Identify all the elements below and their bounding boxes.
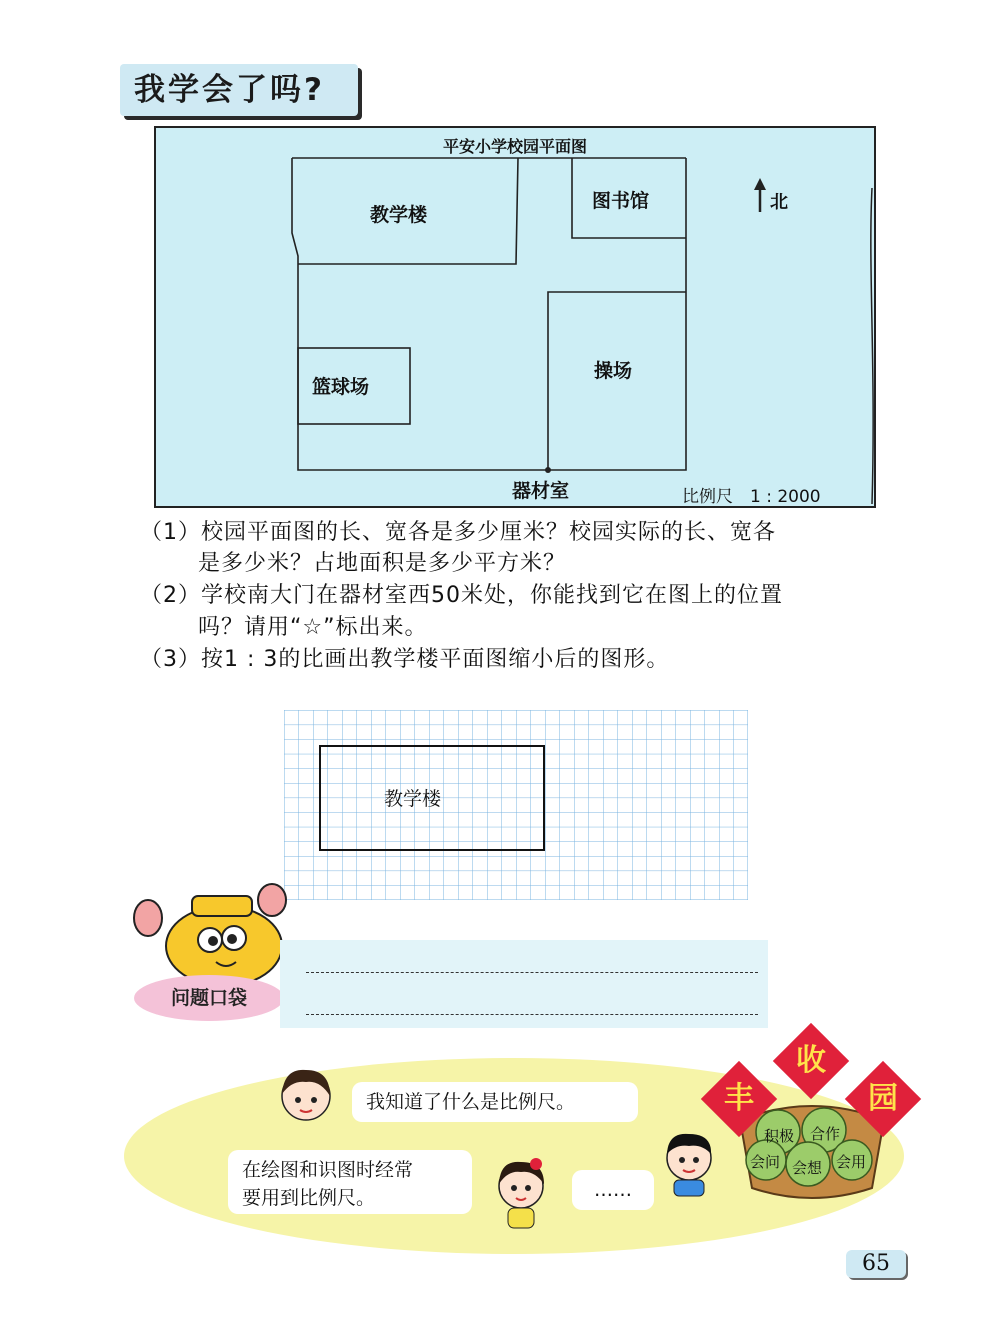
speech-bubble-1: 我知道了什么是比例尺。 [352,1082,638,1122]
label-playground: 操场 [594,360,633,382]
answer-area[interactable] [280,940,768,1028]
map-drawing [156,128,874,506]
question-3-number: （3） [140,647,201,672]
girl-avatar-icon [268,1064,344,1130]
boy-avatar-icon [658,1124,720,1198]
question-1-number: （1） [140,520,201,545]
sign-char-1: 丰 [724,1081,754,1116]
section-title: 我学会了吗? [120,64,358,116]
question-2-line1: 学校南大门在器材室西50米处，你能找到它在图上的位置 [201,583,783,608]
page-number: 65 [846,1250,906,1278]
north-arrow-icon [754,178,766,190]
question-2 [140,580,783,611]
grid-lines [284,710,748,900]
apple-label-2: 合作 [810,1125,841,1143]
map-scale: 比例尺 1 : 2000 [682,487,821,507]
speech-bubble-2-line2: 要用到比例尺。 [242,1187,376,1209]
question-2-line2: 吗？请用“☆”标出来。 [198,615,428,640]
question-3-line1: 按1 : 3的比画出教学楼平面图缩小后的图形。 [201,647,670,672]
question-1-line1: 校园平面图的长、宽各是多少厘米？校园实际的长、宽各 [201,520,777,545]
speech-bubble-3: …… [572,1170,654,1210]
speech-bubble-2 [228,1150,472,1214]
pocket-caption: 问题口袋 [134,975,284,1021]
map-title: 平安小学校园平面图 [442,137,587,156]
label-teaching-building: 教学楼 [370,204,428,226]
speech-bubble-2-line1: 在绘图和识图时经常 [242,1159,414,1181]
apple-label-3: 会问 [750,1153,781,1171]
question-1 [140,517,776,548]
answer-line-2[interactable] [306,1014,758,1015]
apple-label-1: 积极 [764,1127,795,1145]
equipment-room-dot [545,467,551,473]
label-equipment-room: 器材室 [512,480,570,502]
pocket-mascot-icon [126,878,296,988]
drawing-grid[interactable] [284,710,748,900]
question-1-line2: 是多少米？占地面积是多少平方米？ [198,551,567,576]
question-3 [140,644,669,675]
map-right-edge [871,188,873,504]
answer-line-1[interactable] [306,972,758,973]
sign-char-2: 收 [796,1043,826,1078]
grid-label-teaching-building: 教学楼 [384,788,442,810]
girl2-avatar-icon [488,1152,554,1232]
apple-label-4: 会想 [792,1159,823,1177]
apple-label-5: 会用 [836,1153,867,1171]
campus-map [154,126,876,508]
label-north: 北 [770,192,788,213]
label-basketball-court: 篮球场 [312,376,370,398]
sign-char-3: 园 [868,1081,898,1116]
question-2-number: （2） [140,583,201,608]
label-library: 图书馆 [592,190,650,212]
